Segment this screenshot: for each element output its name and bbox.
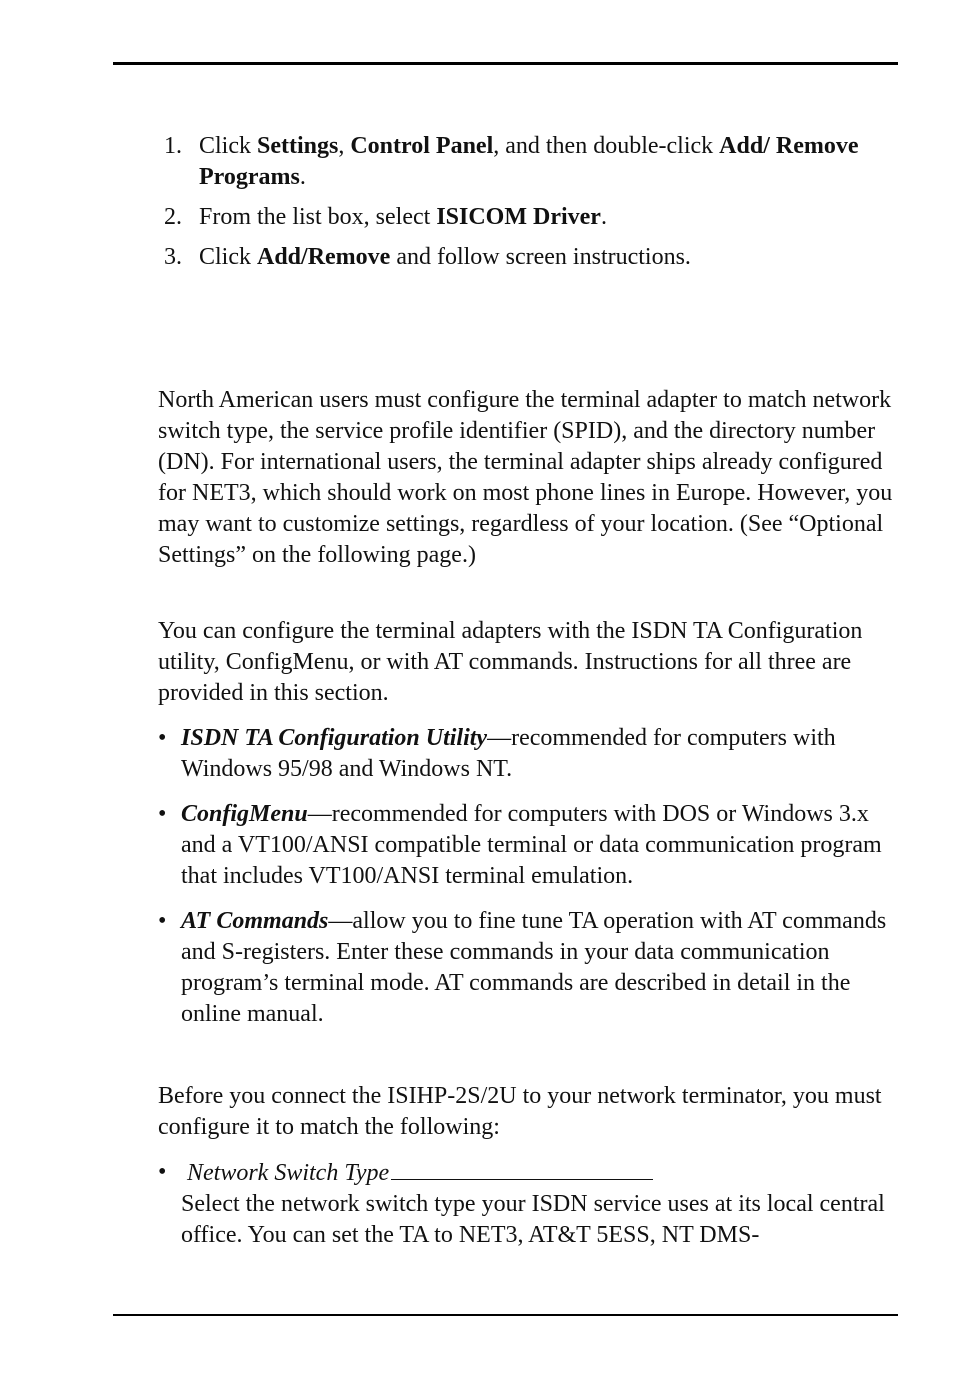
settings-checklist: [158, 1157, 898, 1265]
configuration-intro-paragraph: North American users must configure the terminal adapter to match network switch type, the service profile identifier (SPID), and the directory number (DN). For international users, the terminal adapter ships already configured for NET3, which should work on most phone lines in Europe. However, you may want to customize settings, regardless of your location. (See “Optional Settings” on the following page.): [158, 387, 893, 568]
method-item: [158, 906, 898, 1030]
step-number: 2.: [164, 204, 182, 230]
ui-term: Add/Remove: [257, 244, 391, 270]
method-term: AT Commands: [181, 908, 329, 934]
bullet-icon: •: [158, 1159, 167, 1185]
header-rule: [113, 62, 898, 65]
ui-term: Control Panel: [350, 133, 494, 159]
step-item: 3. Click Add/Remove and follow screen instructions.: [160, 242, 860, 273]
step-item: 1. Click Settings, Control Panel, and then double-click Add/ Remove Programs.: [164, 133, 859, 190]
pre-connection-paragraph: Before you connect the ISIHP-2S/2U to your network terminator, you must configure it to match the following:: [158, 1083, 882, 1140]
method-item: [158, 723, 898, 785]
step-item: 2. From the list box, select ISICOM Driver.: [160, 202, 860, 233]
method-description: —recommended for computers with Windows 95/98 and Windows NT.: [181, 725, 836, 782]
method-description: —allow you to fine tune TA operation with AT commands and S-registers. Enter these commands in your data communication program’s terminal mode. AT commands are described in detail in the online manual.: [181, 908, 887, 1027]
fill-in-blank: [391, 1157, 653, 1180]
step-number: 3.: [164, 244, 182, 270]
method-item: [158, 799, 898, 892]
footer-rule: [113, 1314, 898, 1316]
method-description: —recommended for computers with DOS or Windows 3.x and a VT100/ANSI compatible terminal or data communication program that includes VT100/ANSI terminal emulation.: [181, 801, 882, 889]
setting-description: Select the network switch type your ISDN service uses at its local central office. You can set the TA to NET3, AT&T 5ESS, NT DMS-: [181, 1191, 885, 1248]
ui-term: ISICOM Driver: [436, 204, 601, 230]
bullet-icon: •: [158, 725, 167, 751]
step-number: 1.: [164, 133, 182, 159]
uninstall-steps: [160, 131, 860, 282]
method-term: ConfigMenu: [181, 801, 308, 827]
ui-term: Settings: [257, 133, 339, 159]
ui-term: Add/ Remove Programs: [199, 133, 859, 190]
configuration-methods-list: [158, 723, 898, 1044]
configuration-methods-paragraph: You can configure the terminal adapters with the ISDN TA Configuration utility, ConfigMenu, or with AT commands. Instructions for all three are provided in this section.: [158, 618, 863, 706]
method-term: ISDN TA Configuration Utility: [181, 725, 488, 751]
bullet-icon: •: [158, 908, 167, 934]
bullet-icon: •: [158, 801, 167, 827]
checklist-item: [158, 1157, 898, 1251]
setting-label: Network Switch Type: [187, 1160, 390, 1186]
